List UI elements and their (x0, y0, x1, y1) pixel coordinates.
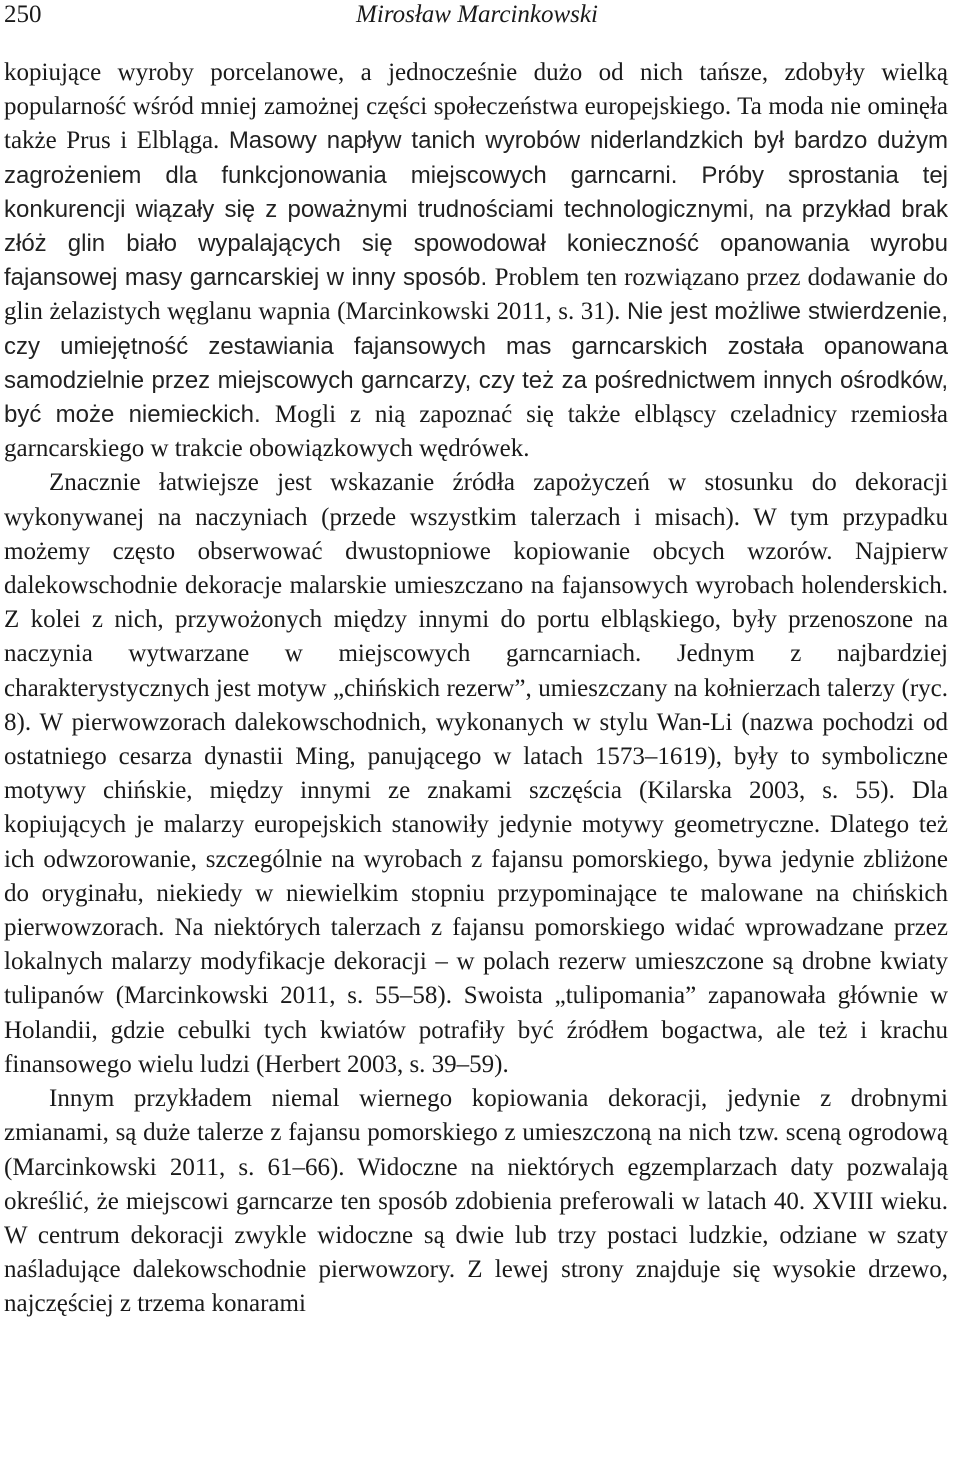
text-segment: Masowy napływ tanich wyrobów niderlandzkich był bardzo dużym zagrożeniem dla funkcjonowania miejscowych garncarni. Próby sprostania tej konkurencji wiązały się z poważnymi trudnościami technologicznymi, na przykład brak złóż glin biało wypalających się spowodował konieczność opanowania wyrobu fajansowej masy garncarskiej w inny sposób. (4, 127, 948, 292)
text-segment: kopiujące wyroby porcelanowe, a jednocześnie dużo od nich tańsze, zdobyły wielką popularność wśród mniej zamożnej części społeczeństwa europejskiego. Ta moda nie ominęła także Prus i Elbląga. (4, 59, 948, 155)
text-segment: Mogli z nią zapoznać się także elbląscy czeladnicy rzemiosła garncarskiego w trakcie obowiązkowych wędrówek. (4, 401, 948, 463)
paragraph (4, 1082, 948, 1321)
running-head (4, 0, 950, 30)
paragraph (4, 56, 948, 466)
text-segment: Problem ten rozwiązano przez dodawanie do glin żelazistych węglanu wapnia (Marcinkowski 2011, s. 31). (4, 264, 948, 326)
text-segment: Innym przykładem niemal wiernego kopiowania dekoracji, jedynie z drobnymi zmianami, są duże talerze z fajansu pomorskiego z umieszczoną na nich tzw. sceną ogrodową (Marcinkowski 2011, s. 61–66). Widoczne na niektórych egzemplarzach daty pozwalają określić, że miejscowi garncarze ten sposób zdobienia preferowali w latach 40. XVIII wieku. W centrum dekoracji zwykle widoczne są dwie lub trzy postaci ludzkie, odziane w szaty naśladujące dalekowschodnie pierwowzory. Z lewej strony znajduje się wysokie drzewo, najczęściej z trzema konarami (4, 1085, 948, 1318)
text-segment: Nie jest możliwe stwierdzenie, czy umiejętność zestawiania fajansowych mas garncarskich została opanowana samodzielnie przez miejscowych garncarzy, czy też za pośrednictwem innych ośrodków, być może niemieckich. (4, 298, 948, 429)
paragraph (4, 466, 948, 1082)
text-segment: Znacznie łatwiejsze jest wskazanie źródła zapożyczeń w stosunku do dekoracji wykonywanej na naczyniach (przede wszystkim talerzach i misach). W tym przypadku możemy często obserwować dwustopniowe kopiowanie obcych wzorów. Najpierw dalekowschodnie dekoracje malarskie umieszczano na fajansowych wyrobach holenderskich. Z kolei z nich, przywożonych między innymi do portu elbląskiego, były przenoszone na naczynia wytwarzane w miejscowych garncarniach. Jednym z najbardziej charakterystycznych jest motyw „chińskich rezerw”, umieszczany na kołnierzach talerzy (ryc. 8). W pierwowzorach dalekowschodnich, wykonanych w stylu Wan-Li (nazwa pochodzi od ostatniego cesarza dynastii Ming, panującego w latach 1573–1619), były to symboliczne motywy chińskie, między innymi ze znakami szczęścia (Kilarska 2003, s. 55). Dla kopiujących je malarzy europejskich stanowiły jedynie motywy geometryczne. Dlatego też ich odwzorowanie, szczególnie na wyrobach z fajansu pomorskiego, bywa jedynie zbliżone do oryginału, niekiedy w niewielkim stopniu przypominające te malowane na chińskich pierwowzorach. Na niektórych talerzach z fajansu pomorskiego widać wprowadzane przez lokalnych malarzy modyfikacje dekoracji – w polach rezerw umieszczone są drobne kwiaty tulipanów (Marcinkowski 2011, s. 55–58). Swoista „tulipomania” zapanowała głównie w Holandii, gdzie cebulki tych kwiatów potrafiły być źródłem bogactwa, ale też i krachu finansowego wielu ludzi (Herbert 2003, s. 39–59). (4, 469, 948, 1078)
body-text (4, 56, 948, 1322)
running-head-author: Mirosław Marcinkowski (356, 1, 598, 28)
page-number: 250 (4, 1, 42, 28)
